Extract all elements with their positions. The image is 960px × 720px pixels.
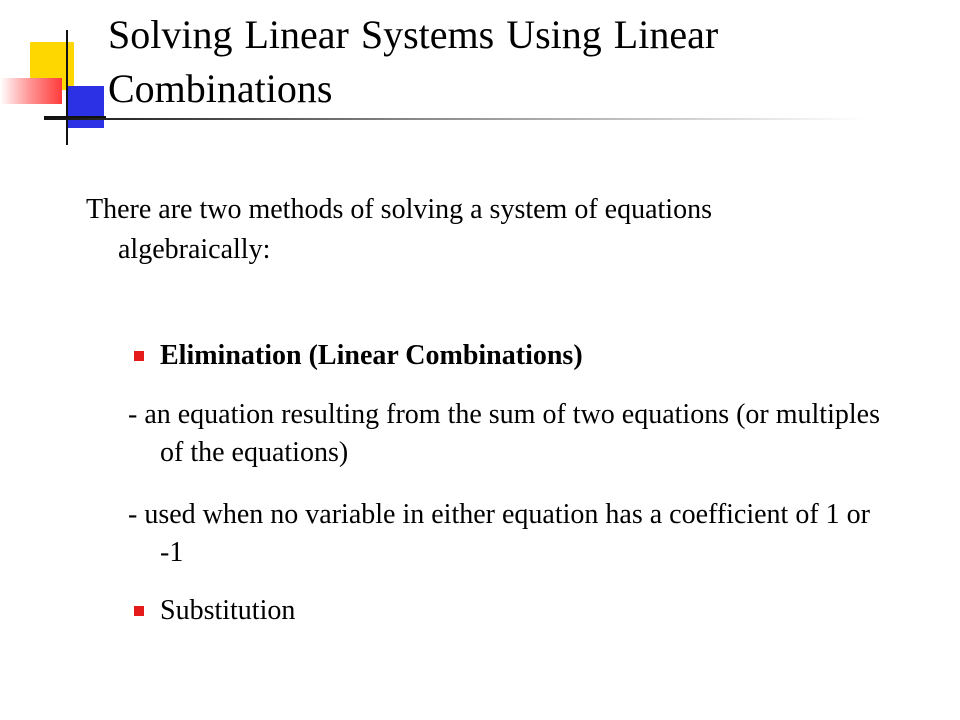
bullet-substitution: Substitution [160,595,296,626]
logo-red-bar [0,78,62,104]
bullet-marker-elimination [134,351,144,361]
intro-text: There are two methods of solving a system of equations algebraically: [86,194,712,265]
title-underline [44,118,864,120]
logo-blue-square [66,86,104,128]
note-elimination-definition: - an equation resulting from the sum of two equations (or multiples of the equations) [128,399,880,468]
bullet-elimination: Elimination (Linear Combinations) [160,340,583,371]
logo-vertical-line [66,30,68,145]
slide-logo-decoration [0,0,120,150]
note-elimination-usage: - used when no variable in either equation has a coefficient of 1 or -1 [128,499,870,568]
slide-title: Solving Linear Systems Using Linear Combinations [108,12,719,111]
bullet-marker-substitution [134,606,144,616]
